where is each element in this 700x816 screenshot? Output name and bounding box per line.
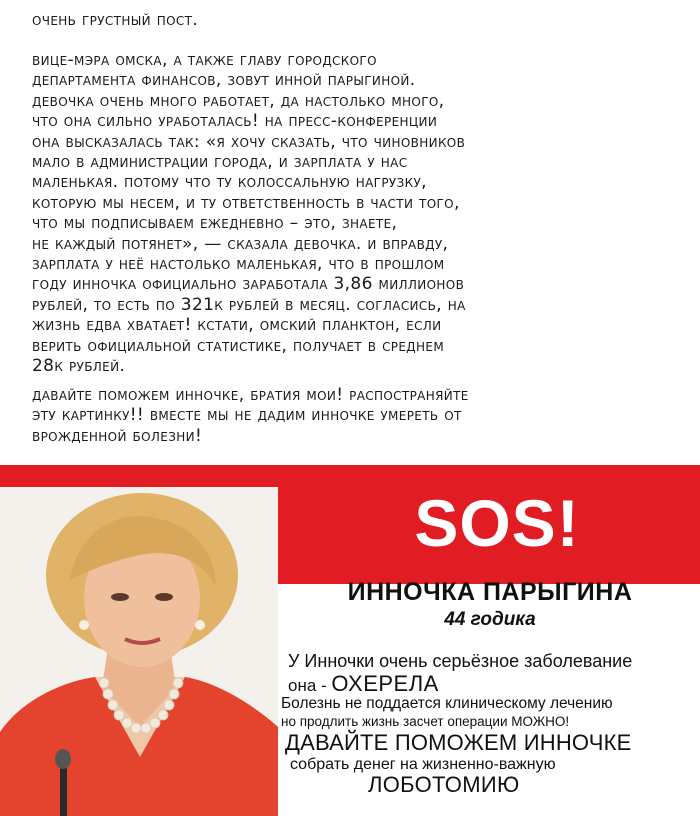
poster-line-1: У Инночки очень серьёзное заболевание bbox=[288, 651, 633, 671]
poster-age: 44 годика bbox=[444, 609, 536, 630]
poster-line-5: ДАВАЙТЕ ПОМОЖЕМ ИННОЧКЕ bbox=[285, 730, 632, 755]
portrait-illustration bbox=[0, 487, 278, 816]
post-title: очень грустный пост. bbox=[32, 10, 199, 30]
poster-line-6: собрать денег на жизненно-важную bbox=[290, 756, 556, 773]
portrait-photo bbox=[0, 487, 278, 816]
sos-poster bbox=[0, 465, 700, 816]
poster-line-2 bbox=[288, 671, 439, 697]
post-call-to-action: давайте поможем инночке, братия мои! распостраняйте эту картинку!! вместе мы не дадим инночке умереть от врожденной болезни! bbox=[32, 385, 469, 446]
poster-line-2-prefix: она - bbox=[288, 676, 332, 695]
poster-line-3: Болезнь не поддается клиническому лечению bbox=[281, 695, 613, 712]
poster-name: ИННОЧКА ПАРЫГИНА bbox=[347, 578, 633, 606]
poster-line-4: но продлить жизнь засчет операции МОЖНО! bbox=[281, 714, 570, 729]
poster-line-2-diagnosis: ОХЕРЕЛА bbox=[331, 671, 439, 696]
poster-line-7: ЛОБОТОМИЮ bbox=[368, 772, 520, 797]
sos-heading: SOS! bbox=[414, 486, 580, 560]
post-body: вице-мэра омска, а также главу городского департамента финансов, зовут инной парыгиной. девочка очень много работает, да настолько много, что она сильно уработалась! на пресс-конференции она высказалась так: «я хочу сказать, что чиновников мало в администрации города, и зарплата у нас маленькая. потому что ту колоссальную нагрузку, которую мы несем, и ту ответственность в части того, что мы подписываем ежедневно – это, знаете, не каждый потянет», — сказала девочка. и вправду, зарплата у неё настолько маленькая, что в прошлом году инночка официально заработала 3,86 миллионов рублей, то есть по 321к рублей в месяц. согласись, на жизнь едва хватает! кстати, омский планктон, если верить официальной статистике, получает в среднем 28к рублей. bbox=[32, 50, 466, 377]
